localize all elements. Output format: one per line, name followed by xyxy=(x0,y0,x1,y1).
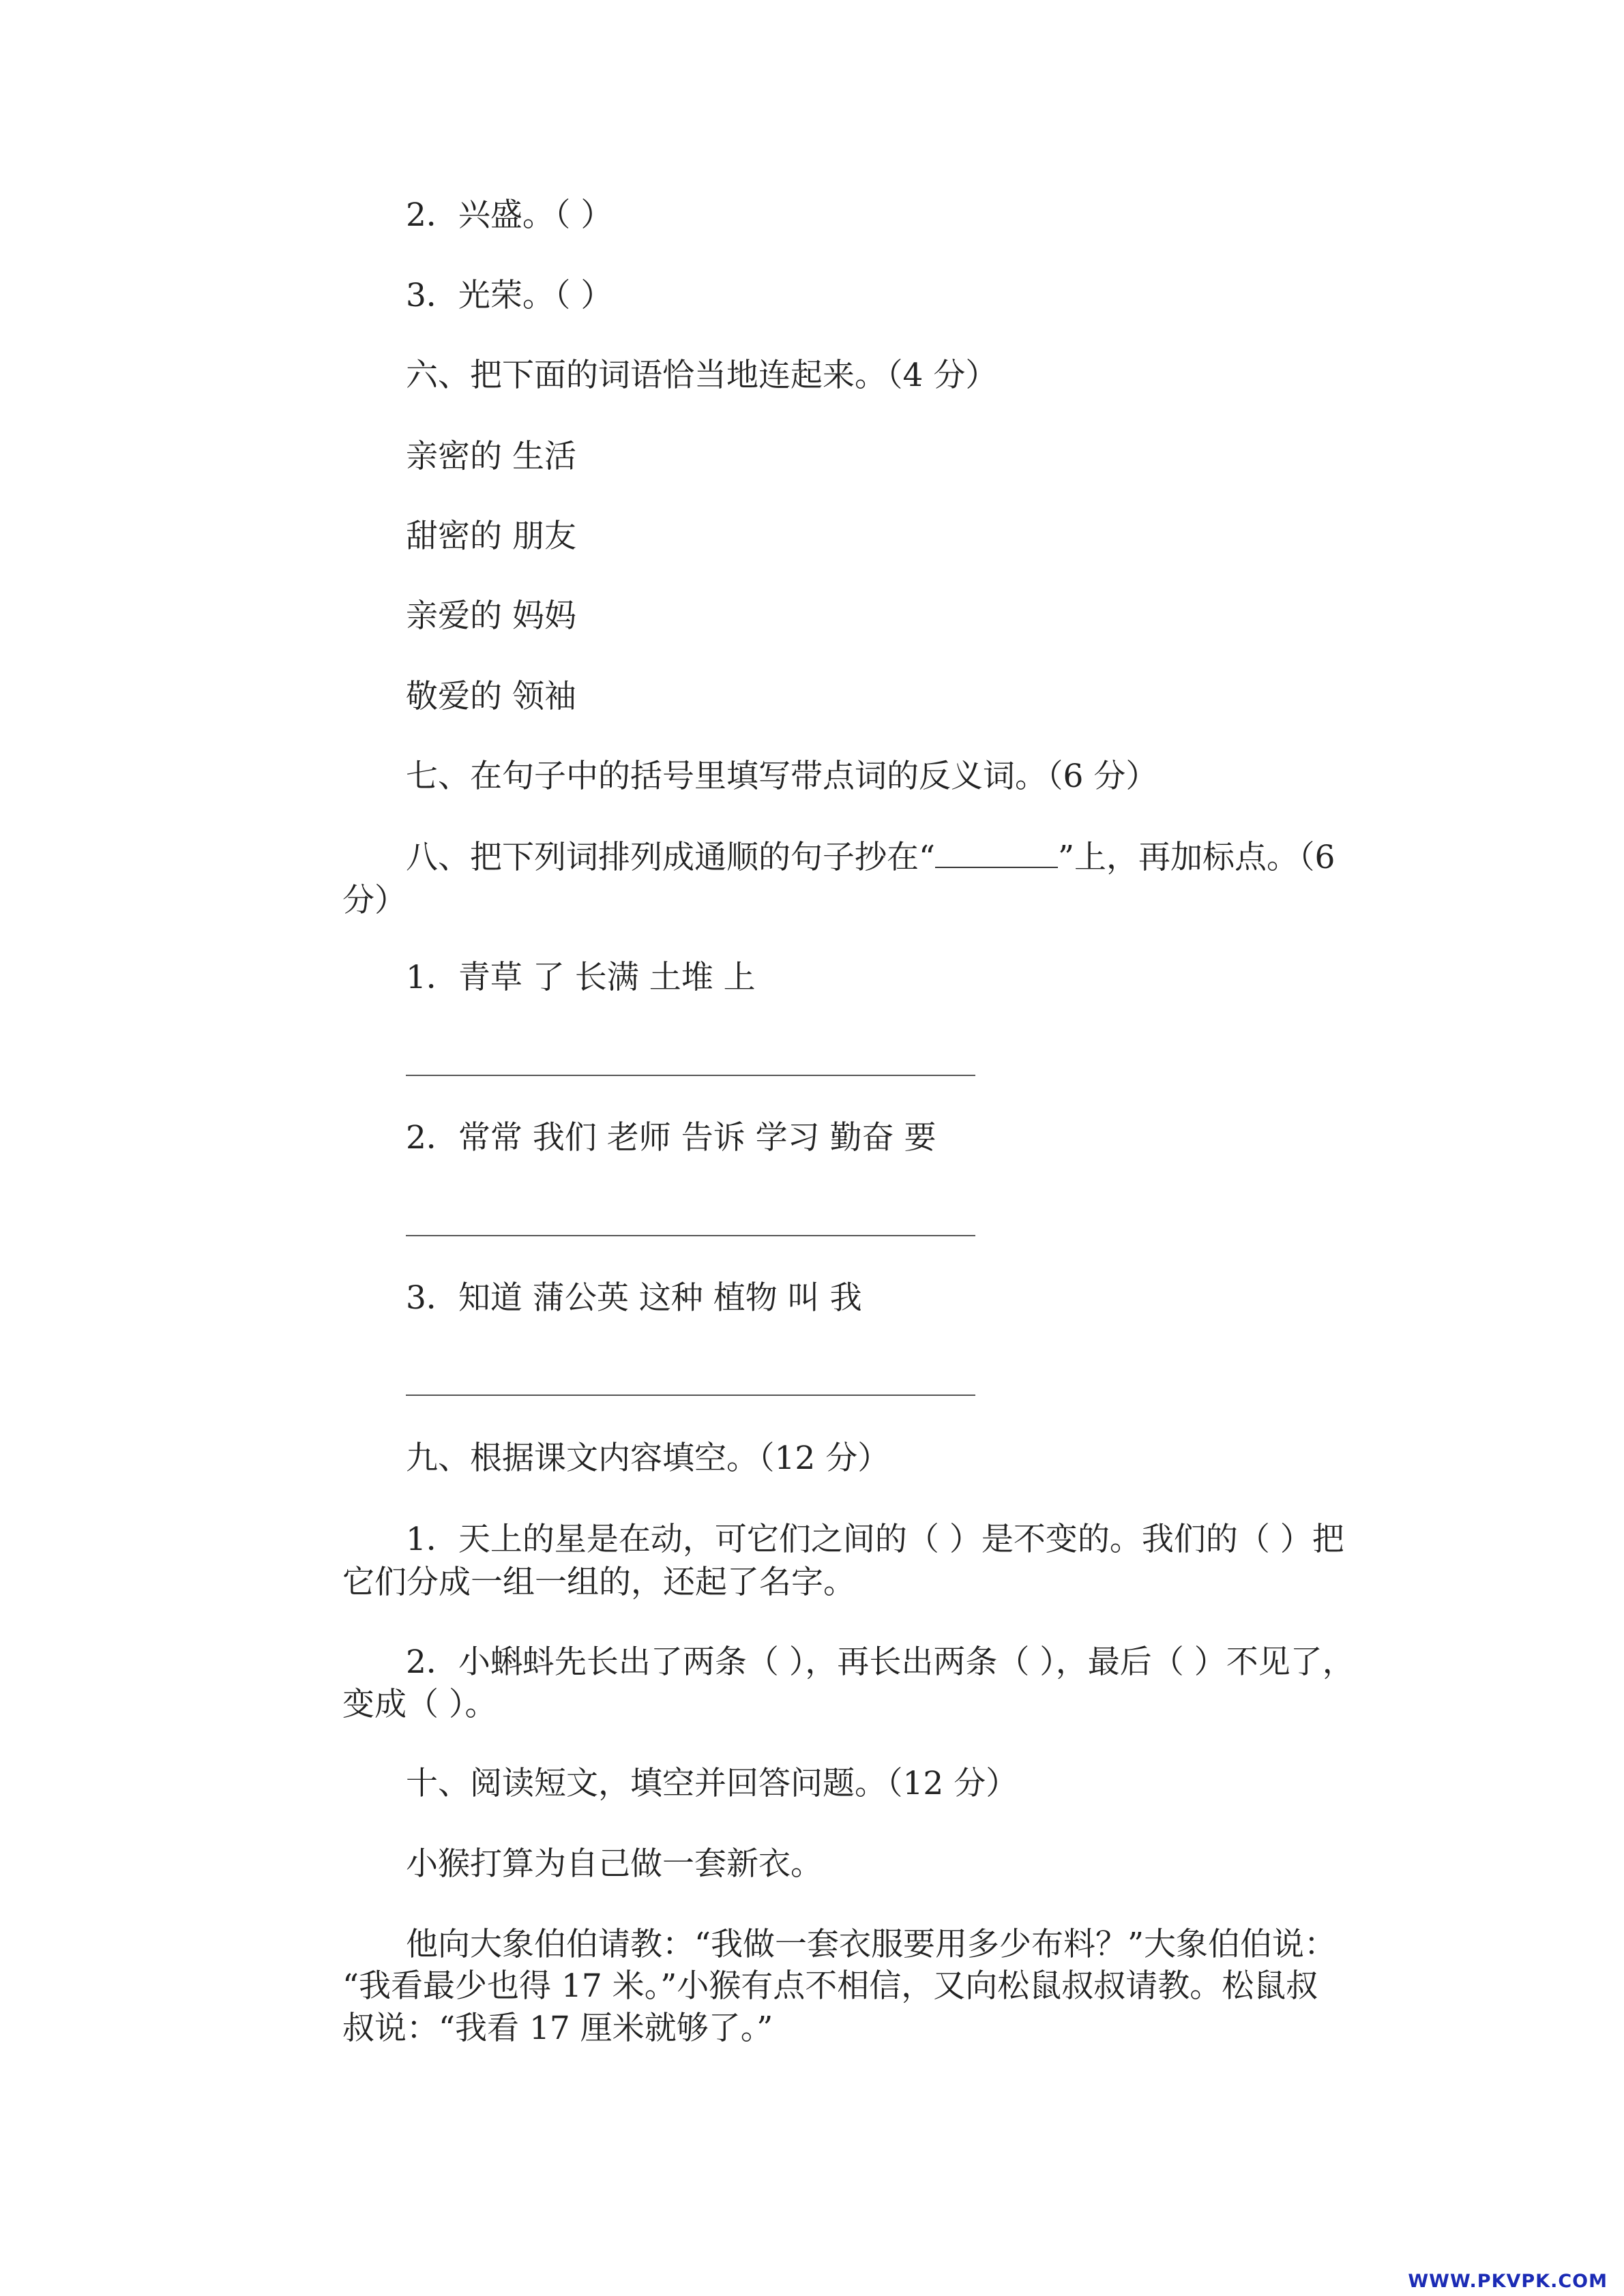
question-9-heading: 九、根据课文内容填空。（12 分） xyxy=(406,1440,890,1477)
answer-line-3[interactable] xyxy=(406,1395,975,1396)
question-9-item-1-cont: 它们分成一组一组的，还起了名字。 xyxy=(342,1564,855,1601)
passage-line-4: 叔说：“我看 17 厘米就够了。” xyxy=(342,2010,773,2047)
sentence-1-words: 1．青草 了 长满 土堆 上 xyxy=(406,959,756,996)
sentence-3-words: 3．知道 蒲公英 这种 植物 叫 我 xyxy=(406,1279,862,1317)
site-watermark: WWW.PKVPK.COM xyxy=(1408,2271,1608,2292)
question-8-text-a: 八、把下列词排列成通顺的句子抄在“ xyxy=(406,839,936,876)
question-9-item-1: 1．天上的星是在动，可它们之间的（ ）是不变的。我们的（ ）把 xyxy=(406,1521,1344,1558)
item-2-xingsheng: 2．兴盛。（ ） xyxy=(406,196,613,234)
answer-line-1[interactable] xyxy=(406,1075,975,1076)
sentence-2-words: 2．常常 我们 老师 告诉 学习 勤奋 要 xyxy=(406,1119,936,1157)
question-9-item-2-cont: 变成（ ）。 xyxy=(342,1686,497,1723)
match-row-4: 敬爱的 领袖 xyxy=(406,678,576,715)
match-row-1: 亲密的 生活 xyxy=(406,438,576,475)
question-9-item-2: 2．小蝌蚪先长出了两条（ ），再长出两条（ ），最后（ ）不见了， xyxy=(406,1643,1355,1681)
question-8-blank xyxy=(935,865,1058,868)
question-8-heading-cont: 分） xyxy=(342,882,407,919)
passage-line-3: “我看最少也得 17 米。”小猴有点不相信，又向松鼠叔叔请教。松鼠叔 xyxy=(342,1967,1318,2005)
match-row-2: 甜密的 朋友 xyxy=(406,518,576,555)
answer-line-2[interactable] xyxy=(406,1235,975,1236)
passage-line-2: 他向大象伯伯请教：“我做一套衣服要用多少布料？”大象伯伯说： xyxy=(406,1926,1337,1963)
item-3-guangrong: 3．光荣。（ ） xyxy=(406,277,613,314)
passage-line-1: 小猴打算为自己做一套新衣。 xyxy=(406,1845,823,1883)
question-10-heading: 十、阅读短文，填空并回答问题。（12 分） xyxy=(406,1765,1018,1802)
question-6-heading: 六、把下面的词语恰当地连起来。（4 分） xyxy=(406,357,998,394)
question-7-heading: 七、在句子中的括号里填写带点词的反义词。（6 分） xyxy=(406,758,1158,795)
question-8-text-b: ”上，再加标点。（6 xyxy=(1058,839,1335,876)
question-8-heading xyxy=(406,841,1335,874)
match-row-3: 亲爱的 妈妈 xyxy=(406,597,576,635)
